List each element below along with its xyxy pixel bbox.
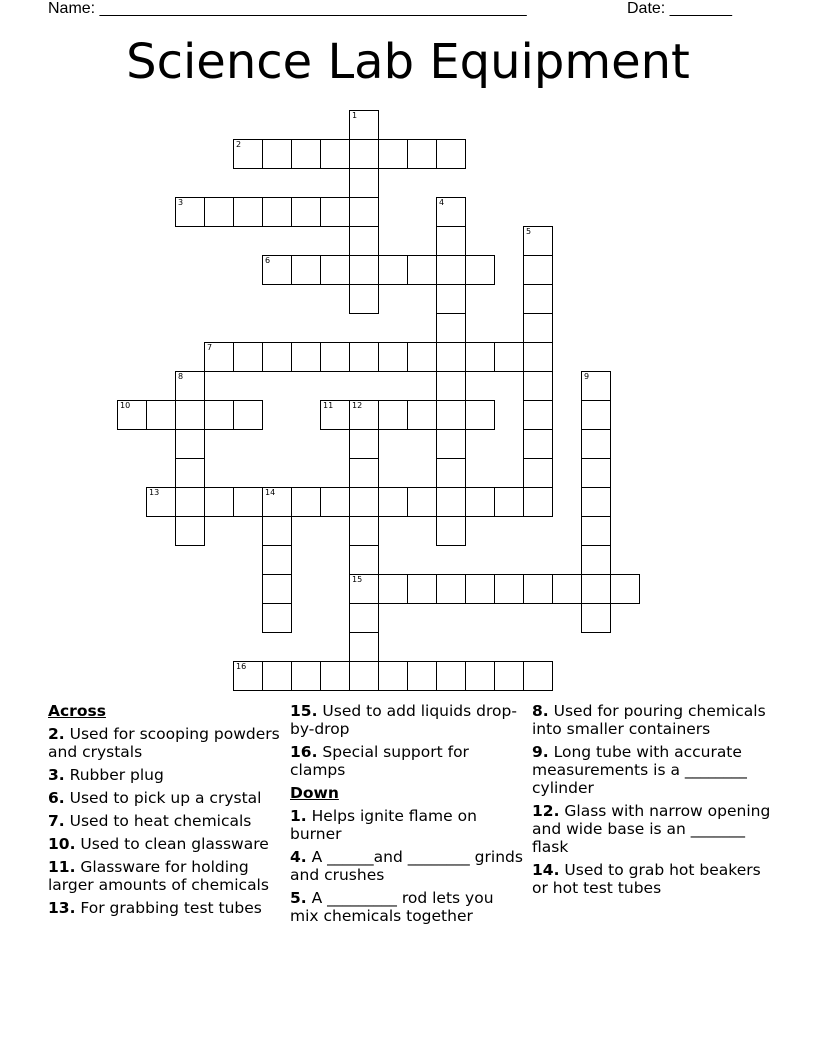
grid-cell[interactable]	[378, 487, 408, 517]
clue-number-label: 8	[178, 372, 184, 381]
grid-cell[interactable]	[523, 313, 553, 343]
grid-cell[interactable]	[262, 342, 292, 372]
clue-item	[48, 789, 284, 807]
grid-cell[interactable]	[320, 197, 350, 227]
clue-text: Used for pouring chemicals into smaller containers	[532, 702, 766, 738]
grid-cell[interactable]	[175, 371, 205, 401]
clue-item	[532, 743, 772, 797]
clue-number-label: 7	[207, 343, 213, 352]
clue-item	[290, 889, 526, 925]
grid-cell[interactable]	[349, 487, 379, 517]
clue-number: 15.	[290, 702, 318, 720]
grid-cell[interactable]	[436, 371, 466, 401]
grid-cell[interactable]	[378, 255, 408, 285]
clues-column-1	[48, 702, 284, 922]
clue-number: 6.	[48, 789, 65, 807]
grid-cell[interactable]	[407, 487, 437, 517]
grid-cell[interactable]	[117, 400, 147, 430]
grid-cell[interactable]	[349, 545, 379, 575]
grid-cell[interactable]	[523, 226, 553, 256]
grid-cell[interactable]	[262, 487, 292, 517]
clue-number: 8.	[532, 702, 549, 720]
clue-number-label: 10	[120, 401, 131, 410]
clue-item	[532, 861, 772, 897]
grid-cell[interactable]	[233, 400, 263, 430]
clue-number: 13.	[48, 899, 76, 917]
grid-cell[interactable]	[407, 255, 437, 285]
grid-cell[interactable]	[320, 255, 350, 285]
grid-cell[interactable]	[320, 342, 350, 372]
grid-cell[interactable]	[349, 168, 379, 198]
grid-cell[interactable]	[262, 197, 292, 227]
grid-cell[interactable]	[378, 139, 408, 169]
clue-number-label: 16	[236, 662, 247, 671]
clue-text: Used to grab hot beakers or hot test tubes	[532, 861, 761, 897]
clue-number: 14.	[532, 861, 560, 879]
grid-cell[interactable]	[465, 487, 495, 517]
clue-number: 16.	[290, 743, 318, 761]
clue-text: Used to heat chemicals	[69, 812, 252, 830]
grid-cell[interactable]	[581, 487, 611, 517]
grid-cell[interactable]	[291, 139, 321, 169]
grid-cell[interactable]	[436, 661, 466, 691]
clue-text: Helps ignite flame on burner	[290, 807, 477, 843]
clue-item	[290, 848, 526, 884]
grid-cell[interactable]	[204, 487, 234, 517]
grid-cell[interactable]	[291, 197, 321, 227]
down-heading: Down	[290, 784, 339, 802]
grid-cell[interactable]	[581, 574, 611, 604]
grid-cell[interactable]	[349, 284, 379, 314]
clue-number-label: 6	[265, 256, 271, 265]
grid-cell[interactable]	[349, 255, 379, 285]
grid-cell[interactable]	[465, 400, 495, 430]
grid-cell[interactable]	[262, 255, 292, 285]
clue-item	[290, 743, 526, 779]
across-heading: Across	[48, 702, 106, 720]
grid-cell[interactable]	[581, 516, 611, 546]
grid-cell[interactable]	[204, 342, 234, 372]
grid-cell[interactable]	[146, 400, 176, 430]
grid-cell[interactable]	[436, 284, 466, 314]
grid-cell[interactable]	[581, 429, 611, 459]
grid-cell[interactable]	[436, 458, 466, 488]
clue-number-label: 3	[178, 198, 184, 207]
grid-cell[interactable]	[349, 603, 379, 633]
clue-number: 4.	[290, 848, 307, 866]
grid-cell[interactable]	[349, 458, 379, 488]
grid-cell[interactable]	[436, 516, 466, 546]
grid-cell[interactable]	[494, 574, 524, 604]
clue-item	[532, 702, 772, 738]
grid-cell[interactable]	[523, 574, 553, 604]
grid-cell[interactable]	[523, 487, 553, 517]
grid-cell[interactable]	[378, 342, 408, 372]
grid-cell[interactable]	[494, 342, 524, 372]
grid-cell[interactable]	[523, 429, 553, 459]
grid-cell[interactable]	[262, 661, 292, 691]
clue-text: A _________ rod lets you mix chemicals together	[290, 889, 494, 925]
grid-cell[interactable]	[262, 545, 292, 575]
name-field[interactable]: Name: ________________________________________________	[48, 0, 527, 17]
grid-cell[interactable]	[523, 458, 553, 488]
grid-cell[interactable]	[581, 458, 611, 488]
clue-item	[290, 702, 526, 738]
grid-cell[interactable]	[378, 400, 408, 430]
grid-cell[interactable]	[233, 197, 263, 227]
clue-text: Long tube with accurate measurements is a ________ cylinder	[532, 743, 747, 797]
grid-cell[interactable]	[262, 574, 292, 604]
grid-cell[interactable]	[349, 342, 379, 372]
grid-cell[interactable]	[610, 574, 640, 604]
clues-column-2	[290, 702, 526, 930]
grid-cell[interactable]	[262, 603, 292, 633]
grid-cell[interactable]	[349, 226, 379, 256]
grid-cell[interactable]	[581, 545, 611, 575]
clue-text: Glass with narrow opening and wide base is an _______ flask	[532, 802, 771, 856]
grid-cell[interactable]	[262, 139, 292, 169]
grid-cell[interactable]	[465, 574, 495, 604]
grid-cell[interactable]	[349, 429, 379, 459]
clue-number: 3.	[48, 766, 65, 784]
grid-cell[interactable]	[320, 400, 350, 430]
grid-cell[interactable]	[320, 139, 350, 169]
grid-cell[interactable]	[175, 458, 205, 488]
grid-cell[interactable]	[523, 284, 553, 314]
grid-cell[interactable]	[436, 574, 466, 604]
grid-cell[interactable]	[291, 661, 321, 691]
grid-cell[interactable]	[436, 487, 466, 517]
grid-cell[interactable]	[523, 400, 553, 430]
grid-cell[interactable]	[291, 342, 321, 372]
clue-number-label: 2	[236, 140, 242, 149]
grid-cell[interactable]	[581, 371, 611, 401]
grid-cell[interactable]	[407, 661, 437, 691]
clue-number-label: 4	[439, 198, 445, 207]
clue-text: Used to clean glassware	[80, 835, 269, 853]
clue-number: 9.	[532, 743, 549, 761]
clue-item	[48, 812, 284, 830]
grid-cell[interactable]	[204, 197, 234, 227]
grid-cell[interactable]	[175, 197, 205, 227]
grid-cell[interactable]	[523, 342, 553, 372]
clue-item	[48, 835, 284, 853]
clue-text: Special support for clamps	[290, 743, 469, 779]
grid-cell[interactable]	[494, 661, 524, 691]
grid-cell[interactable]	[320, 487, 350, 517]
clue-text: Glassware for holding larger amounts of chemicals	[48, 858, 269, 894]
grid-cell[interactable]	[175, 516, 205, 546]
grid-cell[interactable]	[523, 371, 553, 401]
clue-number-label: 9	[584, 372, 590, 381]
clue-text: For grabbing test tubes	[80, 899, 262, 917]
clue-item	[48, 899, 284, 917]
clue-number-label: 15	[352, 575, 363, 584]
grid-cell[interactable]	[349, 661, 379, 691]
grid-cell[interactable]	[465, 661, 495, 691]
grid-cell[interactable]	[407, 342, 437, 372]
grid-cell[interactable]	[465, 255, 495, 285]
grid-cell[interactable]	[436, 342, 466, 372]
grid-cell[interactable]	[378, 574, 408, 604]
grid-cell[interactable]	[436, 255, 466, 285]
grid-cell[interactable]	[436, 429, 466, 459]
grid-cell[interactable]	[349, 632, 379, 662]
page-title: Science Lab Equipment	[126, 34, 690, 90]
grid-cell[interactable]	[581, 400, 611, 430]
grid-cell[interactable]	[407, 574, 437, 604]
grid-cell[interactable]	[320, 661, 350, 691]
grid-cell[interactable]	[349, 516, 379, 546]
clue-item	[48, 725, 284, 761]
clue-number: 11.	[48, 858, 76, 876]
clue-number: 12.	[532, 802, 560, 820]
clue-number-label: 1	[352, 111, 358, 120]
grid-cell[interactable]	[552, 574, 582, 604]
grid-cell[interactable]	[146, 487, 176, 517]
clue-number-label: 13	[149, 488, 160, 497]
grid-cell[interactable]	[175, 487, 205, 517]
grid-cell[interactable]	[436, 400, 466, 430]
clue-text: Used for scooping powders and crystals	[48, 725, 280, 761]
date-field[interactable]: Date: _______	[627, 0, 732, 17]
clue-number: 1.	[290, 807, 307, 825]
clue-item	[48, 766, 284, 784]
grid-cell[interactable]	[349, 400, 379, 430]
clue-number-label: 14	[265, 488, 276, 497]
grid-cell[interactable]	[262, 516, 292, 546]
grid-cell[interactable]	[494, 487, 524, 517]
grid-cell[interactable]	[436, 226, 466, 256]
grid-cell[interactable]	[407, 139, 437, 169]
clue-text: Rubber plug	[69, 766, 164, 784]
grid-cell[interactable]	[378, 661, 408, 691]
grid-cell[interactable]	[291, 487, 321, 517]
grid-cell[interactable]	[291, 255, 321, 285]
clue-number: 7.	[48, 812, 65, 830]
clue-item	[48, 858, 284, 894]
grid-cell[interactable]	[523, 255, 553, 285]
clues-column-3	[532, 702, 772, 902]
grid-cell[interactable]	[233, 661, 263, 691]
grid-cell[interactable]	[233, 342, 263, 372]
grid-cell[interactable]	[233, 487, 263, 517]
clue-number: 10.	[48, 835, 76, 853]
grid-cell[interactable]	[233, 139, 263, 169]
grid-cell[interactable]	[175, 429, 205, 459]
clue-item	[532, 802, 772, 856]
clue-item	[290, 807, 526, 843]
grid-cell[interactable]	[407, 400, 437, 430]
clue-text: A ______and ________ grinds and crushes	[290, 848, 523, 884]
clue-number-label: 11	[323, 401, 334, 410]
grid-cell[interactable]	[349, 139, 379, 169]
grid-cell[interactable]	[204, 400, 234, 430]
clue-number: 2.	[48, 725, 65, 743]
grid-cell[interactable]	[349, 574, 379, 604]
grid-cell[interactable]	[465, 342, 495, 372]
clue-number-label: 5	[526, 227, 532, 236]
grid-cell[interactable]	[523, 661, 553, 691]
grid-cell[interactable]	[436, 313, 466, 343]
clue-text: Used to add liquids drop-by-drop	[290, 702, 517, 738]
grid-cell[interactable]	[349, 110, 379, 140]
clue-number: 5.	[290, 889, 307, 907]
grid-cell[interactable]	[175, 400, 205, 430]
grid-cell[interactable]	[436, 197, 466, 227]
clue-number-label: 12	[352, 401, 363, 410]
clue-text: Used to pick up a crystal	[69, 789, 262, 807]
grid-cell[interactable]	[436, 139, 466, 169]
grid-cell[interactable]	[581, 603, 611, 633]
grid-cell[interactable]	[349, 197, 379, 227]
